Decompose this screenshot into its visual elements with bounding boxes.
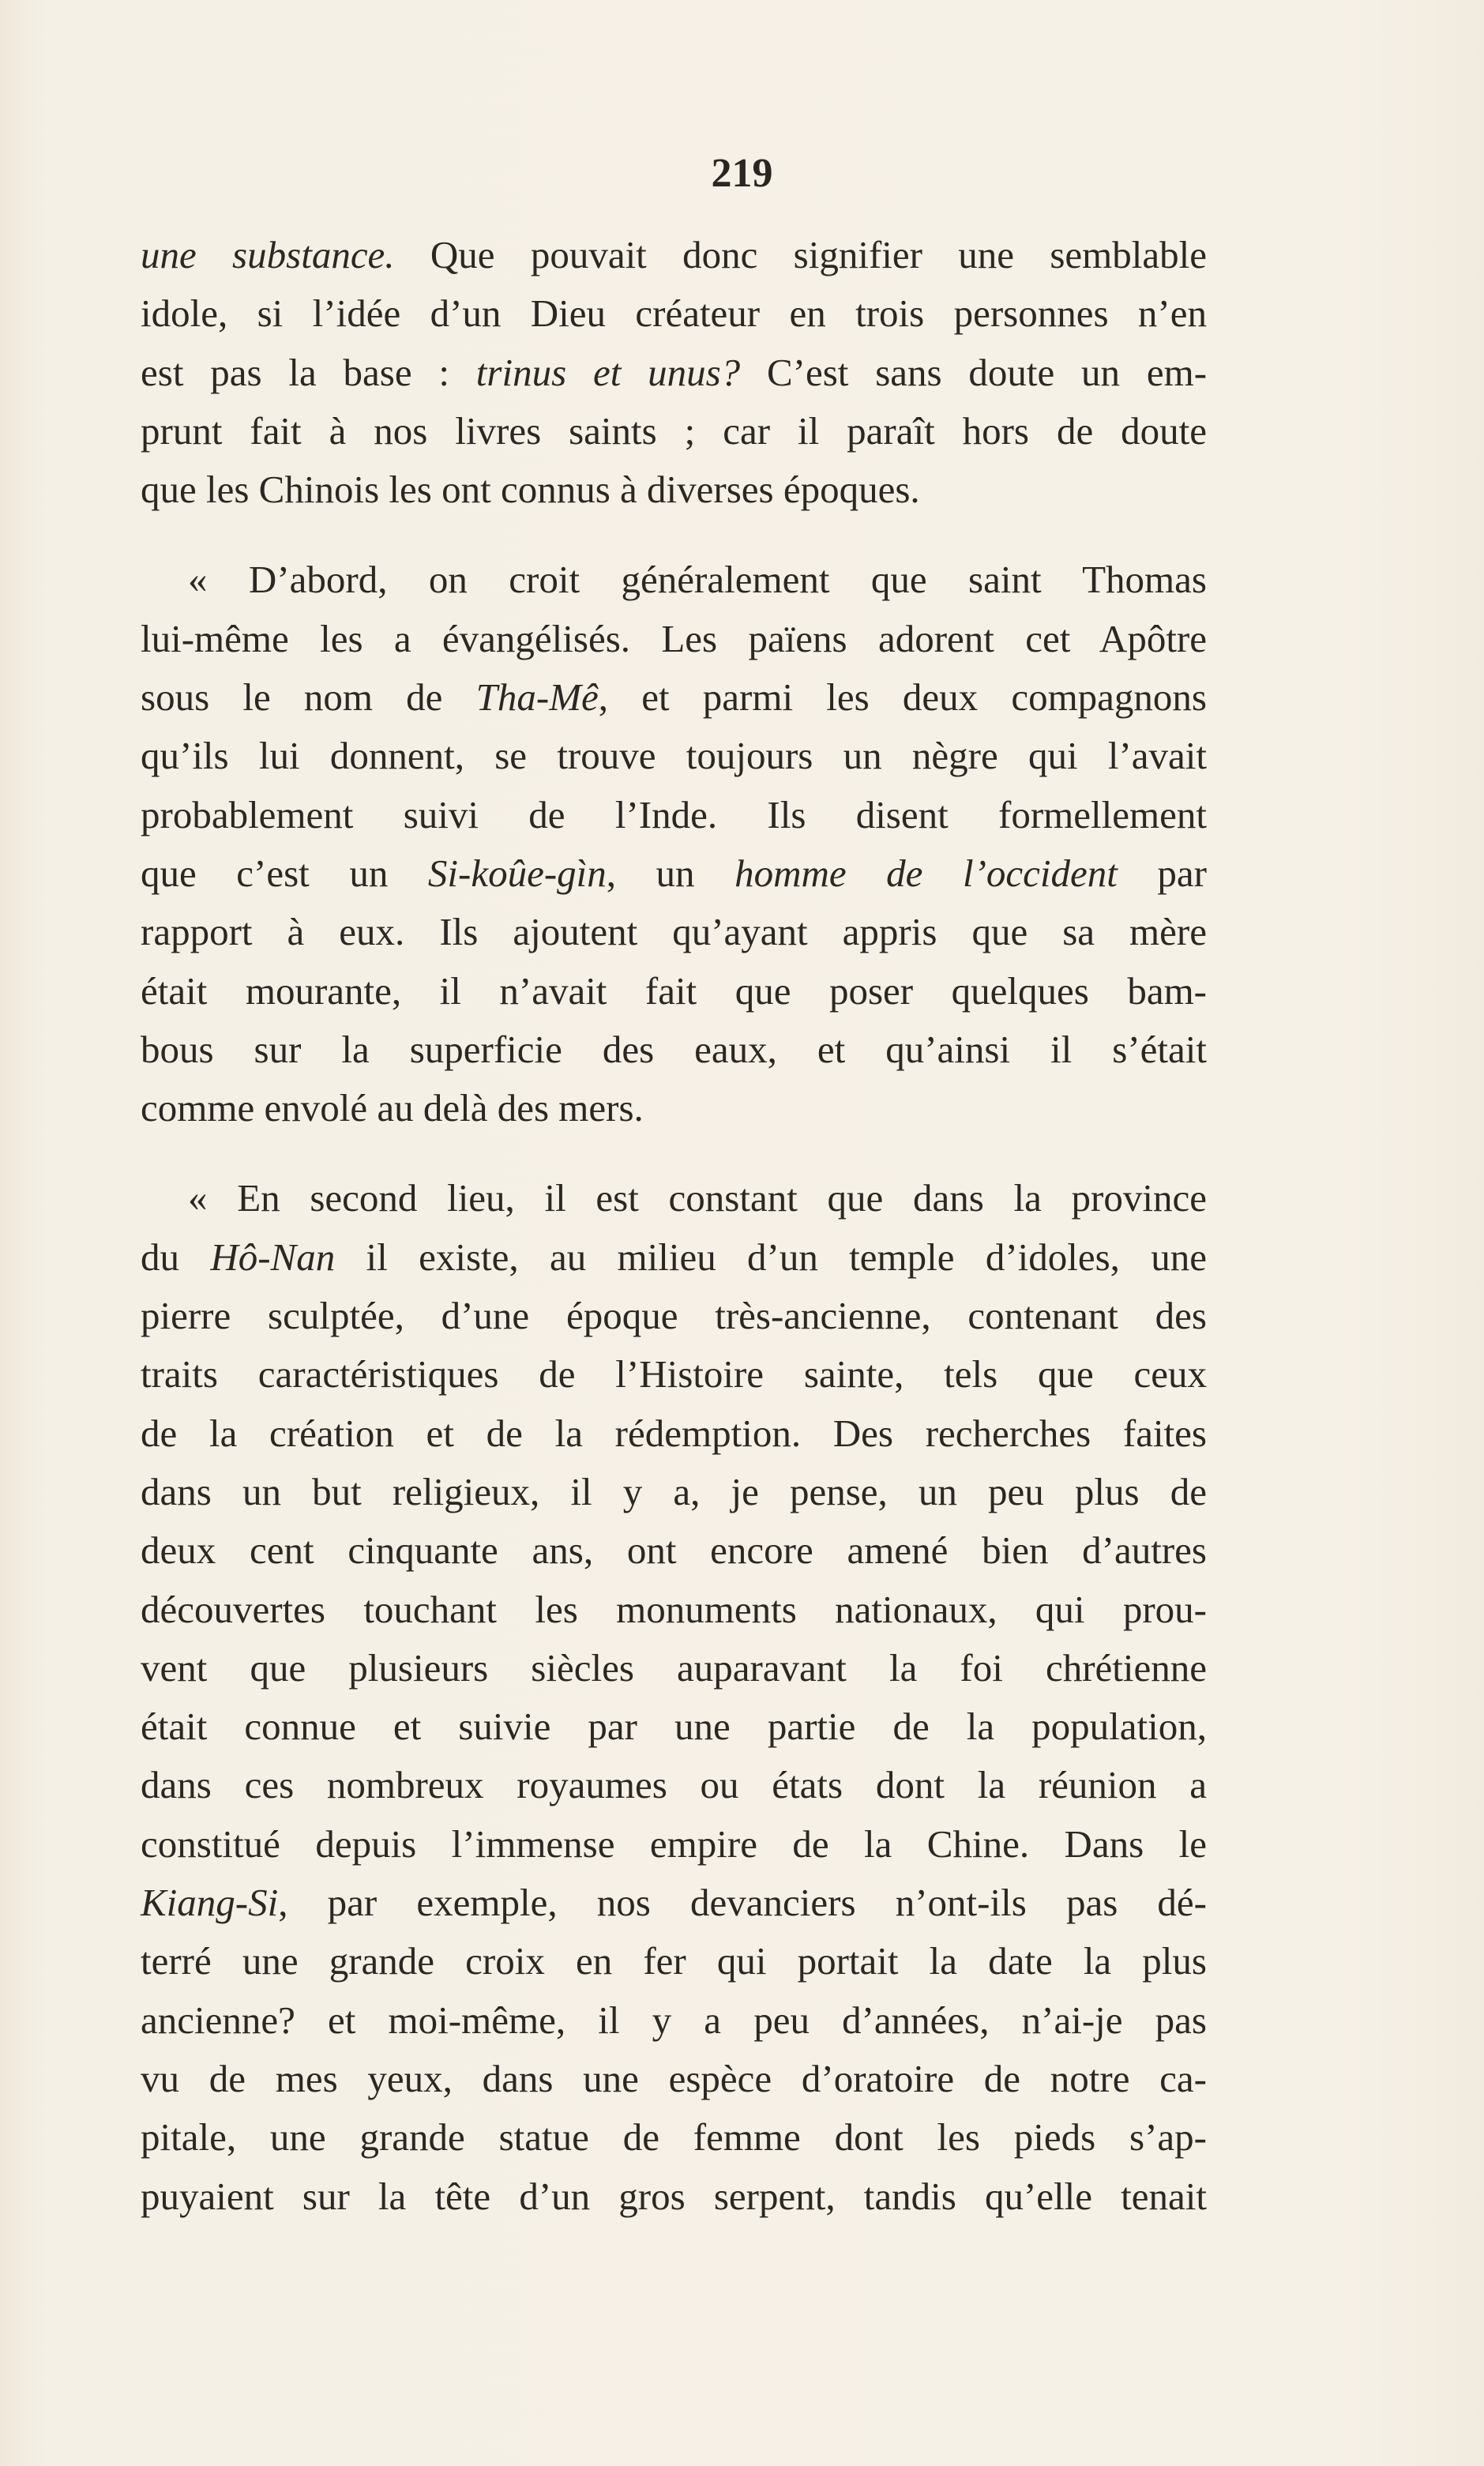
italic-text: Tha-Mê [475,675,599,720]
text-segment: dans un but religieux, il y a, je pense, un peu plus de [141,1469,1207,1513]
text-segment: vent que plusieurs siècles auparavant la foi chrétienne [141,1645,1207,1690]
text-segment: pierre sculptée, d’une époque très-ancienne, contenant des [141,1294,1207,1338]
text-segment: il existe, au milieu d’un temple d’idoles, une [335,1235,1208,1279]
italic-text: une substance. [141,233,395,276]
text-line [141,727,1207,785]
text-line [141,903,1207,961]
italic-text: homme de l’occident [734,851,1118,895]
text-segment: ancienne? et moi-même, il y a peu d’années, n’ai-je pas [141,1998,1207,2042]
text-segment: « D’abord, on croit généralement que saint Thomas [188,558,1207,602]
text-line [141,344,1207,402]
text-line [141,1756,1207,1814]
text-segment: , par exemple, nos devanciers n’ont-ils pas dé- [278,1881,1207,1925]
paragraph [141,226,1207,519]
text-line [141,1228,1207,1287]
text-segment: était connue et suivie par une partie de la population, [141,1705,1207,1749]
text-segment: sous le nom de [141,675,476,720]
italic-text: Kiang-Si [141,1881,279,1925]
text-segment: qu’ils lui donnent, se trouve toujours un nègre qui l’avait [141,734,1207,778]
text-segment: , et parmi les deux compagnons [598,675,1208,720]
text-line [141,1697,1207,1756]
text-line [141,2108,1207,2167]
text-segment: prunt fait à nos livres saints ; car il paraît hors de doute [141,408,1207,453]
text-segment: C’est sans doute un em- [740,350,1208,394]
text-line [141,1079,1207,1137]
text-line [141,1521,1207,1580]
text-segment: probablement suivi de l’Inde. Ils disent formellement [141,792,1207,836]
text-line [141,2050,1207,2108]
text-segment: , un [606,851,735,895]
text-segment: terré une grande croix en fer qui portait la date la plus [141,1939,1207,1983]
italic-text: trinus et unus? [475,350,741,394]
text-segment: que c’est un [141,851,428,895]
text-segment: traits caractéristiques de l’Histoire sainte, tels que ceux [141,1352,1207,1397]
text-line [141,460,1207,519]
text-line [141,1404,1207,1463]
text-segment: que les Chinois les ont connus à diverses époques. [141,468,920,512]
text-segment: découvertes touchant les monuments nationaux, qui prou- [141,1587,1207,1631]
text-segment: dans ces nombreux royaumes ou états dont la réunion a [141,1763,1207,1807]
text-segment: comme envolé au delà des mers. [141,1086,644,1130]
text-line [141,551,1207,609]
text-segment: est pas la base : [141,350,476,394]
text-segment: puyaient sur la tête d’un gros serpent, tandis qu’elle tenait [141,2174,1207,2218]
text-segment: pitale, une grande statue de femme dont les pieds s’ap- [141,2115,1207,2160]
text-segment: idole, si l’idée d’un Dieu créateur en trois personnes n’en [141,291,1207,336]
text-segment: vu de mes yeux, dans une espèce d’oratoire de notre ca- [141,2056,1207,2100]
text-line [141,668,1207,727]
text-line [141,402,1207,460]
text-segment: bous sur la superficie des eaux, et qu’ainsi il s’était [141,1027,1207,1071]
text-segment: lui-même les a évangélisés. Les païens adorent cet Apôtre [141,616,1207,660]
paragraph [141,551,1207,1137]
text-line [141,786,1207,844]
text-line [141,1639,1207,1697]
text-line [141,1463,1207,1521]
italic-text: Hô-Nan [210,1235,336,1279]
text-line [141,1021,1207,1079]
text-line [141,1345,1207,1404]
text-line [141,1169,1207,1227]
text-segment: constitué depuis l’immense empire de la Chine. Dans le [141,1821,1207,1866]
text-line [141,1991,1207,2050]
text-line [141,962,1207,1021]
text-line [141,1874,1207,1932]
text-line [141,1581,1207,1639]
text-line [141,610,1207,668]
text-line [141,844,1207,903]
text-segment: Que pouvait donc signifier une semblable [394,233,1207,276]
body-text [141,226,1207,2226]
text-line [141,2167,1207,2226]
text-segment: était mourante, il n’avait fait que poser quelques bam- [141,968,1207,1013]
text-segment: deux cent cinquante ans, ont encore amené bien d’autres [141,1528,1207,1573]
text-line [141,1287,1207,1345]
italic-text: Si-koûe-gìn [427,851,607,895]
text-segment: du [141,1235,211,1279]
text-segment: « En second lieu, il est constant que dans la province [188,1176,1207,1220]
text-segment: de la création et de la rédemption. Des recherches faites [141,1411,1207,1455]
text-line [141,226,1207,284]
text-line [141,284,1207,343]
text-segment: rapport à eux. Ils ajoutent qu’ayant appris que sa mère [141,910,1207,954]
text-line [141,1815,1207,1874]
text-line [141,1932,1207,1990]
paragraph [141,1169,1207,2225]
text-segment: par [1117,851,1207,895]
page-number: 219 [711,151,773,196]
